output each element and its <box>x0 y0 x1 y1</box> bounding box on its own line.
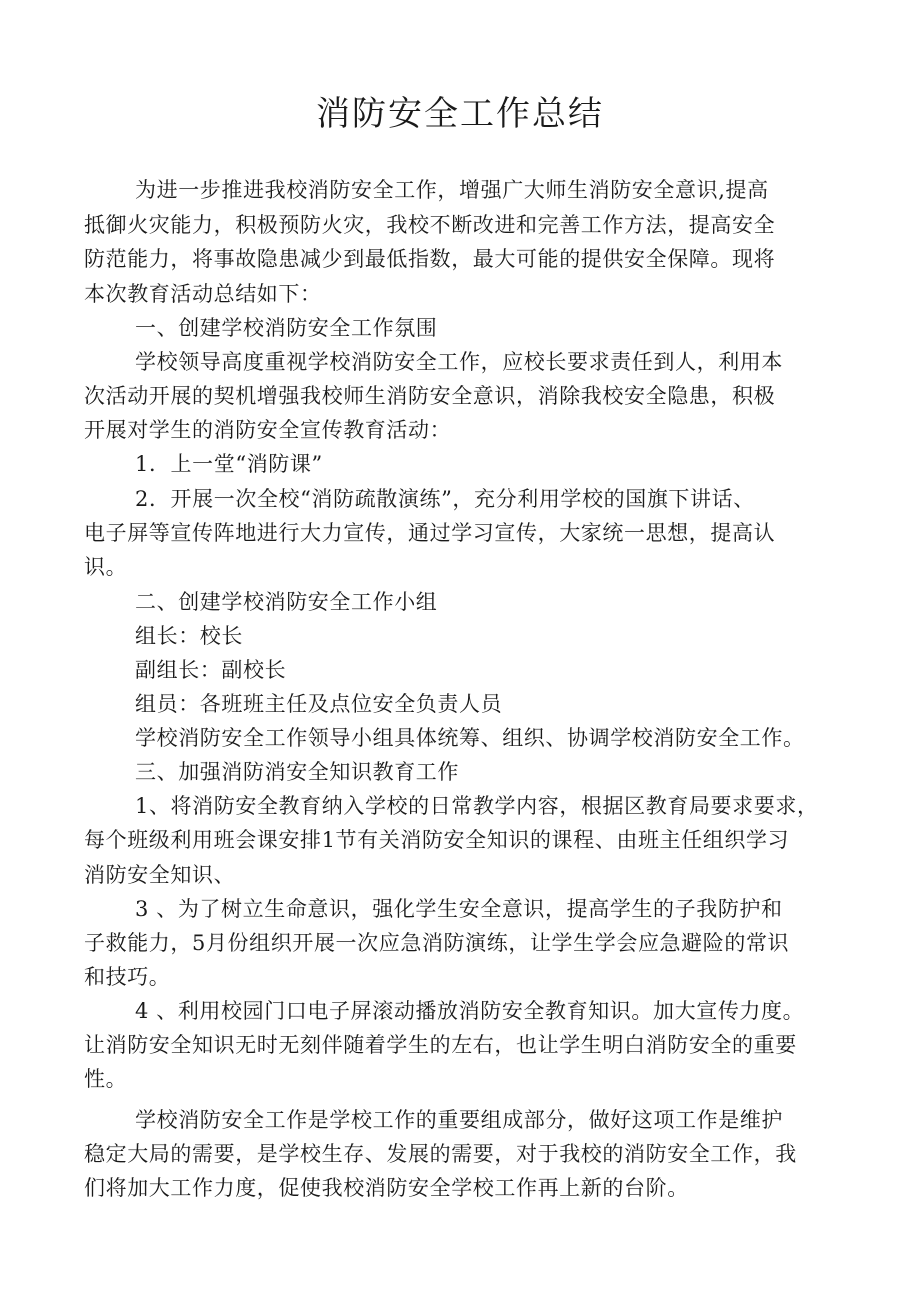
paragraph-line: 学校领导高度重视学校消防安全工作，应校长要求责任到人，利用本 <box>135 350 783 374</box>
paragraph-line: 本次教育活动总结如下： <box>84 282 322 306</box>
list-item: 4 、利用校园门口电子屏滚动播放消防安全教育知识。加大宣传力度。 <box>135 999 805 1023</box>
document-title: 消防安全工作总结 <box>316 94 604 134</box>
group-leader: 组长：校长 <box>135 624 243 648</box>
list-item: 1、将消防安全教育纳入学校的日常教学内容，根据区教育局要求要求， <box>135 794 819 818</box>
paragraph-line: 们将加大工作力度，促使我校消防安全学校工作再上新的台阶。 <box>84 1176 689 1200</box>
list-item: 2．开展一次全校“消防疏散演练”，充分利用学校的国旗下讲话、 <box>135 487 755 511</box>
list-item: 1．上一堂“消防课” <box>135 452 323 476</box>
paragraph-line: 电子屏等宣传阵地进行大力宣传，通过学习宣传，大家统一思想，提高认 <box>84 521 776 545</box>
paragraph-line: 抵御火灾能力，积极预防火灾，我校不断改进和完善工作方法，提高安全 <box>84 213 776 237</box>
section-heading: 三、加强消防消安全知识教育工作 <box>135 760 459 784</box>
paragraph-line: 开展对学生的消防安全宣传教育活动： <box>84 418 452 442</box>
paragraph-line: 稳定大局的需要，是学校生存、发展的需要，对于我校的消防安全工作，我 <box>84 1142 797 1166</box>
paragraph-line: 性。 <box>84 1067 128 1091</box>
paragraph-line: 子救能力，5月份组织开展一次应急消防演练，让学生学会应急避险的常识 <box>84 931 790 955</box>
paragraph-line: 学校消防安全工作是学校工作的重要组成部分，做好这项工作是维护 <box>135 1108 783 1132</box>
group-members: 组员：各班班主任及点位安全负责人员 <box>135 692 503 716</box>
paragraph-line: 让消防安全知识无时无刻伴随着学生的左右，也让学生明白消防安全的重要 <box>84 1033 797 1057</box>
group-deputy-leader: 副组长：副校长 <box>135 658 287 682</box>
paragraph-line: 每个班级利用班会课安排1节有关消防安全知识的课程、由班主任组织学习 <box>84 828 790 852</box>
paragraph-line: 识。 <box>84 555 128 579</box>
paragraph-line: 消防安全知识、 <box>84 863 236 887</box>
paragraph-line: 防范能力，将事故隐患减少到最低指数，最大可能的提供安全保障。现将 <box>84 247 776 271</box>
paragraph-line: 学校消防安全工作领导小组具体统筹、组织、协调学校消防安全工作。 <box>135 726 805 750</box>
paragraph-line: 和技巧。 <box>84 965 171 989</box>
section-heading: 一、创建学校消防安全工作氛围 <box>135 316 438 340</box>
paragraph-line: 为进一步推进我校消防安全工作，增强广大师生消防安全意识,提高 <box>135 178 769 202</box>
paragraph-line: 次活动开展的契机增强我校师生消防安全意识，消除我校安全隐患，积极 <box>84 384 776 408</box>
section-heading: 二、创建学校消防安全工作小组 <box>135 590 438 614</box>
list-item: 3 、为了树立生命意识，强化学生安全意识，提高学生的子我防护和 <box>135 897 783 921</box>
